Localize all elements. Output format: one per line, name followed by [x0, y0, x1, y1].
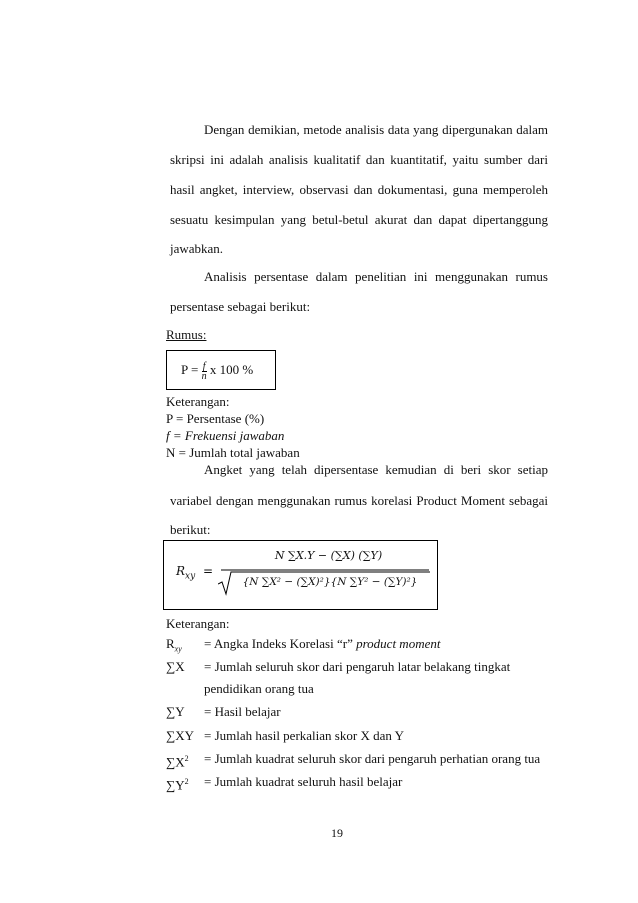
paragraph2-line: persentase sebagai berikut: — [170, 299, 311, 314]
paragraph1-line: skripsi ini adalah analisis kualitatif dan kuantitatif, yaitu sumber dari — [170, 152, 548, 167]
formula-numerator: N ∑X.Y − (∑X) (∑Y) — [274, 549, 383, 562]
formula-lhs — [176, 564, 213, 581]
keterangan-symbol: $\sum Y^2$ — [166, 777, 189, 793]
formula-equals: = — [203, 564, 214, 578]
fraction-numerator: f — [202, 360, 206, 372]
keterangan-symbol: $R_{xy}$ — [166, 636, 182, 654]
formula-rhs: x 100 % — [206, 362, 254, 377]
correlation-formula-box — [163, 540, 438, 610]
rumus-label: Rumus: — [166, 327, 207, 342]
formula-denominator-text: {N ∑X² − (∑X)²}{N ∑Y² − (∑Y)²} — [242, 576, 418, 588]
percentage-formula-box — [166, 350, 276, 390]
paragraph3-line: Angket yang telah dipersentase kemudian di beri skor setiap — [204, 462, 548, 477]
formula-lhs-symbol: R — [176, 564, 186, 578]
keterangan-symbol: ∑XY — [166, 728, 195, 743]
percentage-formula — [181, 361, 253, 381]
keterangan-item — [166, 428, 284, 444]
keterangan-title: Keterangan: — [166, 616, 230, 631]
formula-denominator — [218, 568, 430, 596]
page-number: 19 — [331, 826, 343, 840]
keterangan-symbol: ∑Y — [166, 704, 185, 719]
paragraph1-line: jawabkan. — [170, 241, 224, 256]
keterangan-definition: = Angka Indeks Korelasi “r” product moment — [204, 636, 441, 651]
paragraph3-line: variabel dengan menggunakan rumus korelasi Product Moment sebagai — [170, 493, 548, 508]
paragraph1-line: hasil angket, interview, observasi dan dokumentasi, guna memperoleh — [170, 182, 548, 197]
keterangan-definition: pendidikan orang tua — [204, 681, 314, 696]
fraction-denominator: n — [201, 370, 207, 382]
keterangan-item-text: f = Frekuensi jawaban — [166, 428, 285, 443]
keterangan-item: N = Jumlah total jawaban — [166, 445, 300, 460]
paragraph1-line: sesuatu kesimpulan yang betul-betul akurat dan dapat dipertanggung — [170, 212, 548, 227]
keterangan-definition: = Jumlah kuadrat seluruh hasil belajar — [204, 774, 403, 789]
keterangan-definition: = Jumlah hasil perkalian skor X dan Y — [204, 728, 405, 743]
keterangan-definition: = Jumlah kuadrat seluruh skor dari pengaruh perhatian orang tua — [204, 751, 541, 766]
paragraph3-line: berikut: — [170, 522, 211, 537]
keterangan-definition: = Hasil belajar — [204, 704, 281, 719]
keterangan-title: Keterangan: — [166, 394, 230, 409]
formula-lhs-subscript: xy — [185, 571, 196, 582]
formula-lhs: P = — [181, 362, 202, 377]
keterangan-item: P = Persentase (%) — [166, 411, 265, 426]
paragraph2-line: Analisis persentase dalam penelitian ini menggunakan rumus — [204, 269, 548, 284]
keterangan-symbol: $\sum X^2$ — [166, 754, 189, 770]
keterangan-symbol: ∑X — [166, 659, 185, 674]
keterangan-definition: = Jumlah seluruh skor dari pengaruh latar belakang tingkat — [204, 659, 511, 674]
paragraph1-line: Dengan demikian, metode analisis data yang dipergunakan dalam — [204, 122, 548, 137]
